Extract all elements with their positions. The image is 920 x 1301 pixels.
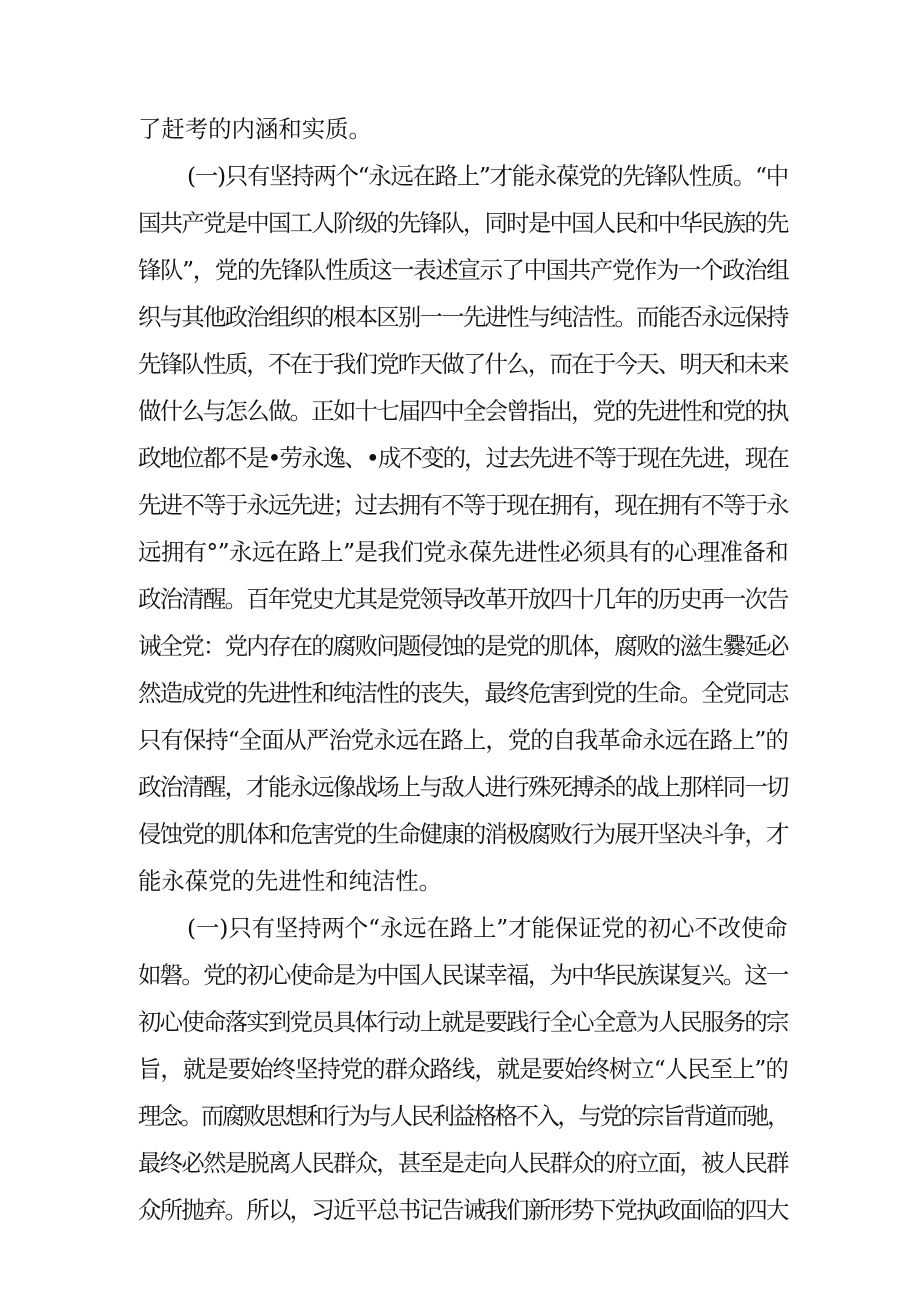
- text-line: 然造成党的先进性和纯洁性的丧失，最终危害到党的生命。全党同志: [138, 679, 788, 707]
- text-line: 诫全党：党内存在的腐败问题侵蚀的是党的肌体，腐败的滋生爨延必: [138, 632, 788, 660]
- paragraph-2-first-line: (一)只有坚持两个“永远在路上”才能保证党的初心不改使命: [187, 914, 788, 942]
- paragraph-1-first-line: (一)只有坚持两个“永远在路上”才能永葆党的先锋队性质。“中: [187, 162, 788, 190]
- text-line: 如磐。党的初心使命是为中国人民谋幸福，为中华民族谋复兴。这一: [138, 961, 788, 989]
- text-line: 政治清醒，才能永远像战场上与敌人进行殊死搏杀的战上那样同一切: [138, 773, 788, 801]
- text-line: 政治清醒。百年党史尤其是党领导改革开放四十几年的历史再一次告: [138, 585, 788, 613]
- text-line: 锋队”，党的先锋队性质这一表述宣示了中国共产党作为一个政治组: [138, 256, 789, 284]
- text-line: 理念。而腐败思想和行为与人民利益格格不入，与党的宗旨背道而驰，: [138, 1102, 789, 1130]
- text-line: 先锋队性质，不在于我们党昨天做了什么，而在于今天、明天和未来: [138, 350, 788, 378]
- text-line: 远拥有°”永远在路上”是我们党永葆先进性必须具有的心理准备和: [138, 538, 789, 566]
- text-line: 侵蚀党的肌体和危害党的生命健康的消极腐败行为展开坚决斗争，才: [138, 820, 788, 848]
- text-line: 只有保持“全面从严治党永远在路上，党的自我革命永远在路上”的: [138, 726, 788, 754]
- text-line: 能永葆党的先进性和纯洁性。: [138, 867, 443, 895]
- text-line: 了赶考的内涵和实质。: [138, 115, 372, 143]
- text-line: 做什么与怎么做。正如十七届四中全会曾指出，党的先进性和党的执: [138, 397, 788, 425]
- text-line: 旨，就是要始终坚持党的群众路线，就是要始终树立“人民至上”的: [138, 1055, 788, 1083]
- text-line: 初心使命落实到党员具体行动上就是要践行全心全意为人民服务的宗: [138, 1008, 788, 1036]
- text-line: 政地位都不是•劳永逸、•成不变的，过去先进不等于现在先进，现在: [138, 444, 788, 472]
- text-line: 最终必然是脱离人民群众，甚至是走向人民群众的府立面，被人民群: [138, 1149, 788, 1177]
- text-line: 先进不等于永远先进；过去拥有不等于现在拥有，现在拥有不等于永: [138, 491, 788, 519]
- text-line: 众所抛弃。所以，习近平总书记告诫我们新形势下党执政面临的四大: [138, 1196, 788, 1224]
- text-line: 国共产党是中国工人阶级的先锋队，同时是中国人民和中华民族的先: [138, 209, 788, 237]
- text-line: 织与其他政治组织的根本区别一一先进性与纯洁性。而能否永远保持: [138, 303, 788, 331]
